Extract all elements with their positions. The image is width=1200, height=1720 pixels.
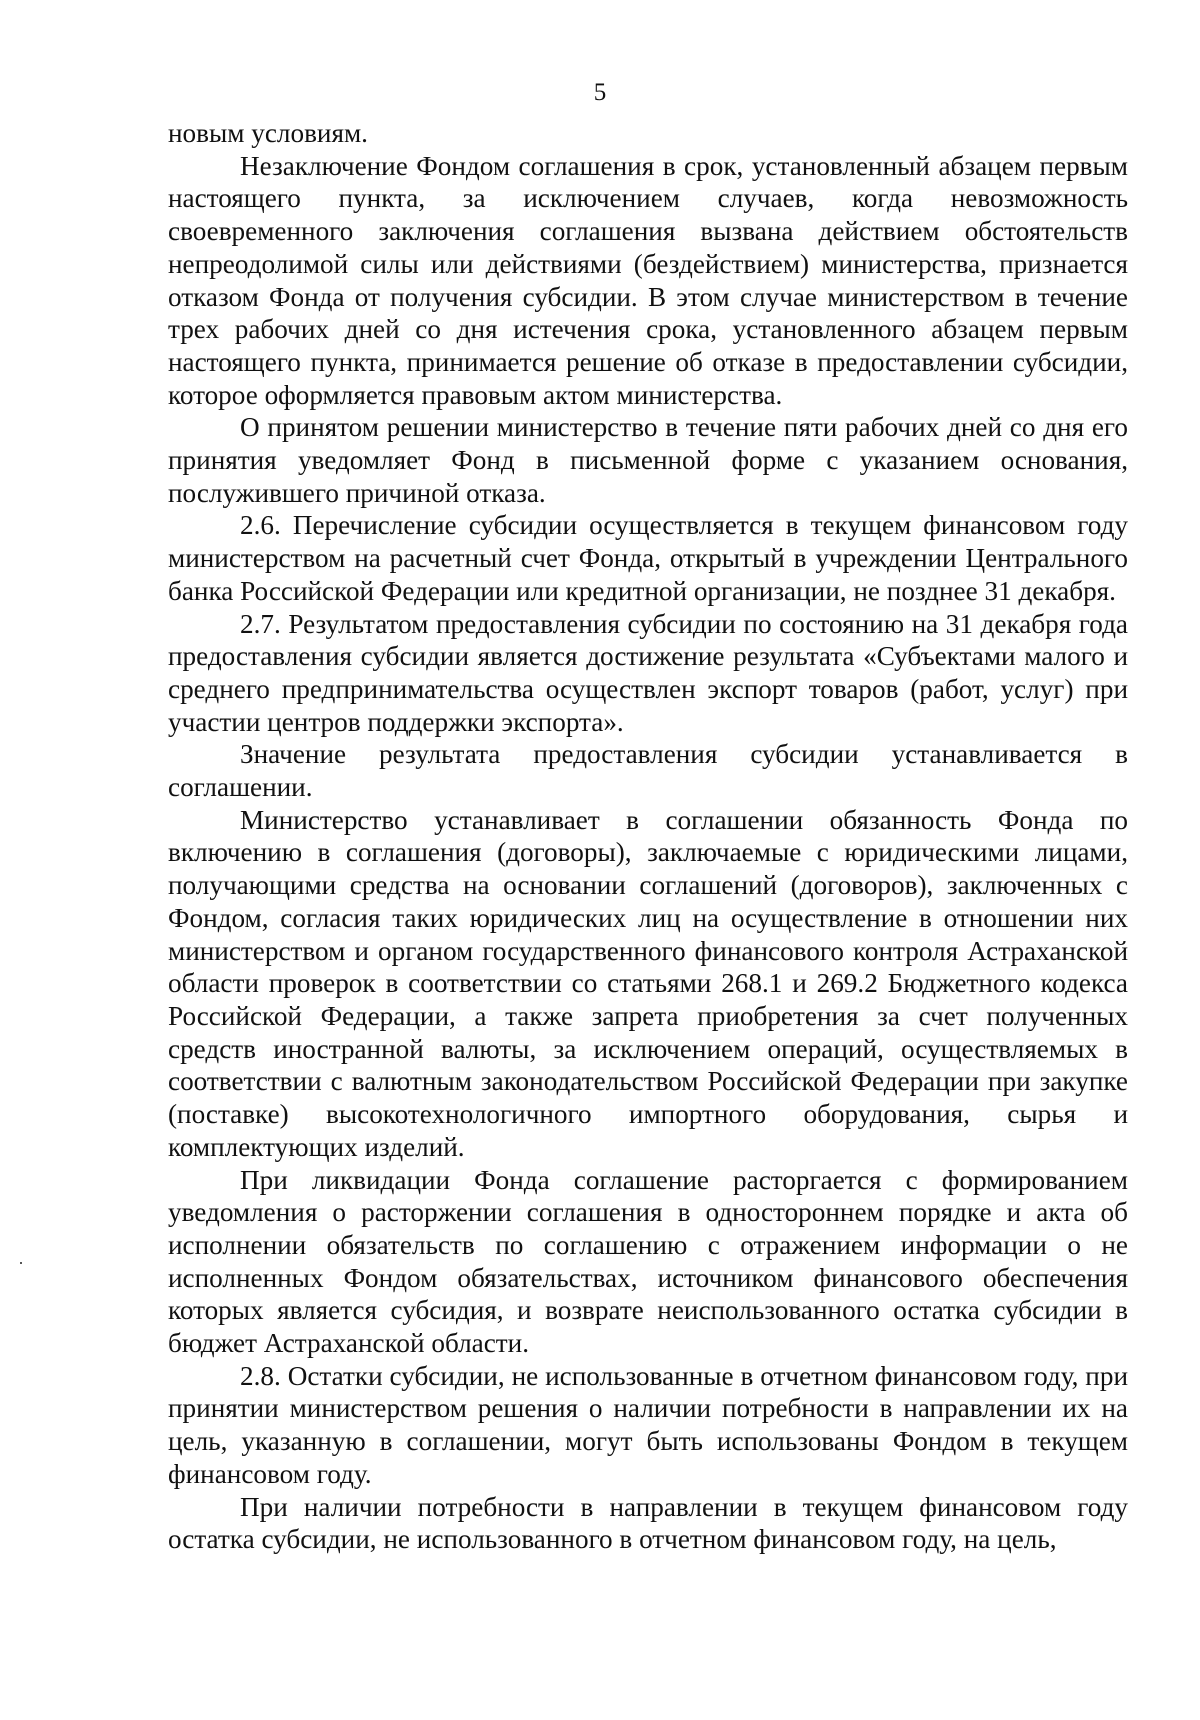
page-number: 5 — [593, 79, 607, 106]
paragraph: 2.7. Результатом предоставления субсидии по состоянию на 31 декабря года предоставления субсидии является достижение результата «Субъектами малого и среднего предпринимательства осуществлен экспорт товаров (работ, услуг) при участии центров поддержки экспорта». — [168, 608, 1128, 737]
paragraph: 2.6. Перечисление субсидии осуществляется в текущем финансовом году министерством на расчетный счет Фонда, открытый в учреждении Центрального банка Российской Федерации или кредитной организации, не позднее 31 декабря. — [168, 510, 1128, 606]
paragraph: Министерство устанавливает в соглашении обязанность Фонда по включению в соглашения (договоры), заключаемые с юридическими лицами, получающими средства на основании соглашений (договоров), заключенных с Фондом, согласия таких юридических лиц на осуществление в отношении них министерством и органом государственного финансового контроля Астраханской области проверок в соответствии со статьями 268.1 и 269.2 Бюджетного кодекса Российской Федерации, а также запрета приобретения за счет полученных средств иностранной валюты, за исключением операций, осуществляемых в соответствии с валютным законодательством Российской Федерации при закупке (поставке) высокотехнологичного импортного оборудования, сырья и комплектующих изделий. — [168, 804, 1128, 1162]
paragraph: 2.8. Остатки субсидии, не использованные в отчетном финансовом году, при принятии министерством решения о наличии потребности в направлении их на цель, указанную в соглашении, могут быть использованы Фондом в текущем финансовом году. — [168, 1360, 1128, 1489]
paragraph: О принятом решении министерство в течение пяти рабочих дней со дня его принятия уведомляет Фонд в письменной форме с указанием основания, послужившего причиной отказа. — [168, 412, 1128, 508]
paragraph: Значение результата предоставления субсидии устанавливается в соглашении. — [168, 739, 1128, 803]
paragraph: При ликвидации Фонда соглашение расторгается с формированием уведомления о расторжении соглашения в одностороннем порядке и акта об исполнении обязательств по соглашению с отражением информации о не исполненных Фондом обязательствах, источником финансового обеспечения которых является субсидия, и возврате неиспользованного остатка субсидии в бюджет Астраханской области. — [168, 1164, 1128, 1359]
scan-artifact-dot — [20, 1262, 22, 1264]
paragraph: Незаключение Фондом соглашения в срок, установленный абзацем первым настоящего пункта, за исключением случаев, когда невозможность своевременного заключения соглашения вызвана действием обстоятельств непреодолимой силы или действиями (бездействием) министерства, признается отказом Фонда от получения субсидии. В этом случае министерством в течение трех рабочих дней со дня истечения срока, установленного абзацем первым настоящего пункта, принимается решение об отказе в предоставлении субсидии, которое оформляется правовым актом министерства. — [168, 150, 1128, 410]
paragraph: При наличии потребности в направлении в текущем финансовом году остатка субсидии, не использованного в отчетном финансовом году, на цель, — [168, 1491, 1128, 1555]
document-body — [168, 117, 1128, 1556]
paragraph: новым условиям. — [168, 118, 368, 148]
